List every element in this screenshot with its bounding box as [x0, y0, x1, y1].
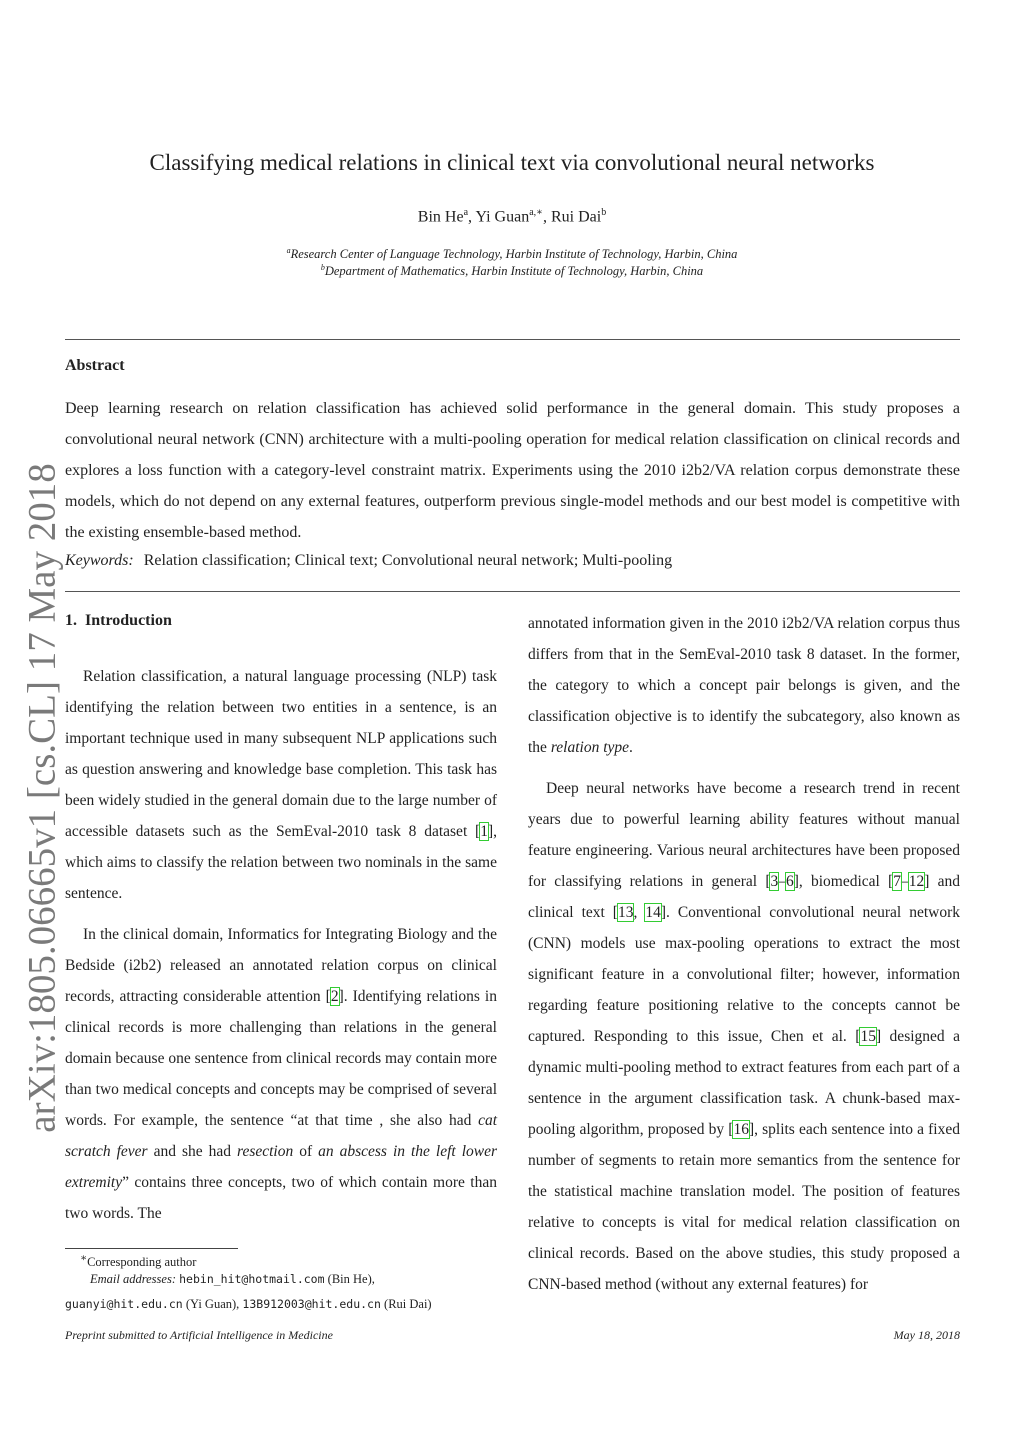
affiliation [0, 263, 1024, 279]
citation-link[interactable]: 16 [733, 1121, 749, 1138]
paragraph: Relation classification, a natural language processing (NLP) task identifying the relation between two entities in a sentence, is an important technique used in many subsequent NLP applications such as question answering and knowledge base completion. This task has been widely studied in the general domain due to the large number of accessible datasets such as the SemEval-2010 task 8 dataset [1], which aims to classify the relation between two nominals in the same sentence. [65, 668, 497, 902]
top-rule [65, 339, 960, 340]
keywords-text: Relation classification; Clinical text; Convolutional neural network; Multi-pooling [143, 552, 673, 569]
footer-journal: Preprint submitted to Artificial Intelligence in Medicine [65, 1328, 333, 1342]
paragraph: In the clinical domain, Informatics for Integrating Biology and the Bedside (i2b2) released an annotated relation corpus on clinical records, attracting considerable attention [2]. Identifying relations in clinical records is more challenging than relations in the general domain because one sentence from clinical records may contain more than two medical concepts and concepts may be comprised of several words. For example, the sentence “at that time , she also had cat scratch fever and she had resection of an abscess in the left lower extremity” contains three concepts, two of which contain more than two words. The [65, 926, 498, 1222]
citation-link[interactable]: 15 [860, 1028, 876, 1045]
author-list: Bin He$^a$, Yi Guan$^{a,∗}$, Rui Dai$^b$ [417, 207, 607, 226]
left-column [65, 661, 497, 1229]
footnote-mark: ∗ [80, 1253, 88, 1264]
email-link[interactable]: guanyi@hit.edu.cn [65, 1297, 183, 1311]
section-number: 1. [65, 612, 77, 629]
arxiv-stamp: arXiv:1805.06665v1 [cs.CL] 17 May 2018 [20, 463, 64, 1133]
citation-link[interactable]: 13 [617, 904, 634, 921]
citation-link[interactable]: 3 [770, 873, 779, 890]
email-link[interactable]: 13B912003@hit.edu.cn [242, 1297, 381, 1311]
paragraph: Deep neural networks have become a research trend in recent years due to powerful learning ability features without manual feature engineering. Various neural architectures have been proposed for classifying relations in general [3–6], biomedical [7–12] and clinical text [13, 14]. Conventional convolutional neural network (CNN) models use max-pooling operations to extract the most significant feature in a convolutional filter; however, information regarding feature positioning relative to the concepts cannot be captured. Responding to this issue, Chen et al. [15] designed a dynamic multi-pooling method to extract features from each part of a sentence in the argument classification task. A chunk-based max-pooling algorithm, proposed by [16], splits each sentence into a fixed number of segments to retain more semantics from the sentence for the statistical machine translation model. The position of features relative to concepts is vital for medical relation classification on clinical records. Based on the above studies, this study proposed a CNN-based method (without any external features) for [528, 780, 960, 1293]
affiliation [0, 246, 1024, 262]
affiliation-mark: a [286, 246, 291, 255]
citation-link[interactable]: 6 [785, 873, 794, 890]
section-title: Introduction [85, 612, 172, 629]
email-label: Email addresses: [90, 1272, 176, 1286]
footnote-corresponding: ∗Corresponding author [80, 1253, 197, 1270]
right-column [528, 608, 960, 1300]
paper-title: Classifying medical relations in clinical text via convolutional neural networks [149, 150, 875, 175]
footnote-emails-cont: guanyi@hit.edu.cn (Yi Guan), 13B912003@hit.edu.cn (Rui Dai) [65, 1297, 432, 1311]
citation-link[interactable]: 14 [645, 904, 661, 921]
author-name: Yi Guan [475, 208, 530, 226]
author-affil-mark: a,∗ [529, 207, 543, 218]
author-name: Rui Dai [550, 208, 602, 226]
affiliation-text: Research Center of Language Technology, Harbin Institute of Technology, Harbin, China [290, 247, 738, 262]
paragraph: annotated information given in the 2010 i2b2/VA relation corpus thus differs from that in the SemEval-2010 task 8 dataset. In the former, the category to which a concept pair belongs is given, and the classification objective is to identify the subcategory, also known as the relation type. [528, 615, 960, 756]
citation-link[interactable]: 7 [893, 873, 901, 890]
abstract-heading: Abstract [65, 357, 125, 374]
footnote-rule [65, 1248, 238, 1249]
author-name: Bin He [417, 208, 464, 226]
email-link[interactable]: hebin_hit@hotmail.com [179, 1272, 325, 1286]
section-heading [65, 612, 172, 630]
affiliation-mark: b [320, 263, 325, 272]
keywords-label: Keywords: [65, 552, 134, 569]
footer-date: May 18, 2018 [893, 1328, 960, 1342]
bottom-rule [65, 591, 960, 592]
abstract-text: Deep learning research on relation classification has achieved solid performance in the general domain. This study proposes a convolutional neural network (CNN) architecture with a multi-pooling operation for medical relation classification on clinical records and explores a loss function with a category-level constraint matrix. Experiments using the 2010 i2b2/VA relation corpus demonstrate these models, which do not depend on any external features, outperform previous single-model methods and our best model is competitive with the existing ensemble-based method. [65, 400, 960, 541]
footnote-emails: Email addresses: hebin_hit@hotmail.com (Bin He), [90, 1272, 375, 1286]
citation-link[interactable]: 1 [480, 823, 488, 840]
author-affil-mark: a [463, 207, 469, 218]
citation-link[interactable]: 12 [908, 873, 925, 890]
citation-link[interactable]: 2 [330, 988, 339, 1005]
keywords [65, 552, 672, 570]
affiliation-text: Department of Mathematics, Harbin Institute of Technology, Harbin, China [324, 264, 704, 279]
author-affil-mark: b [601, 207, 607, 218]
